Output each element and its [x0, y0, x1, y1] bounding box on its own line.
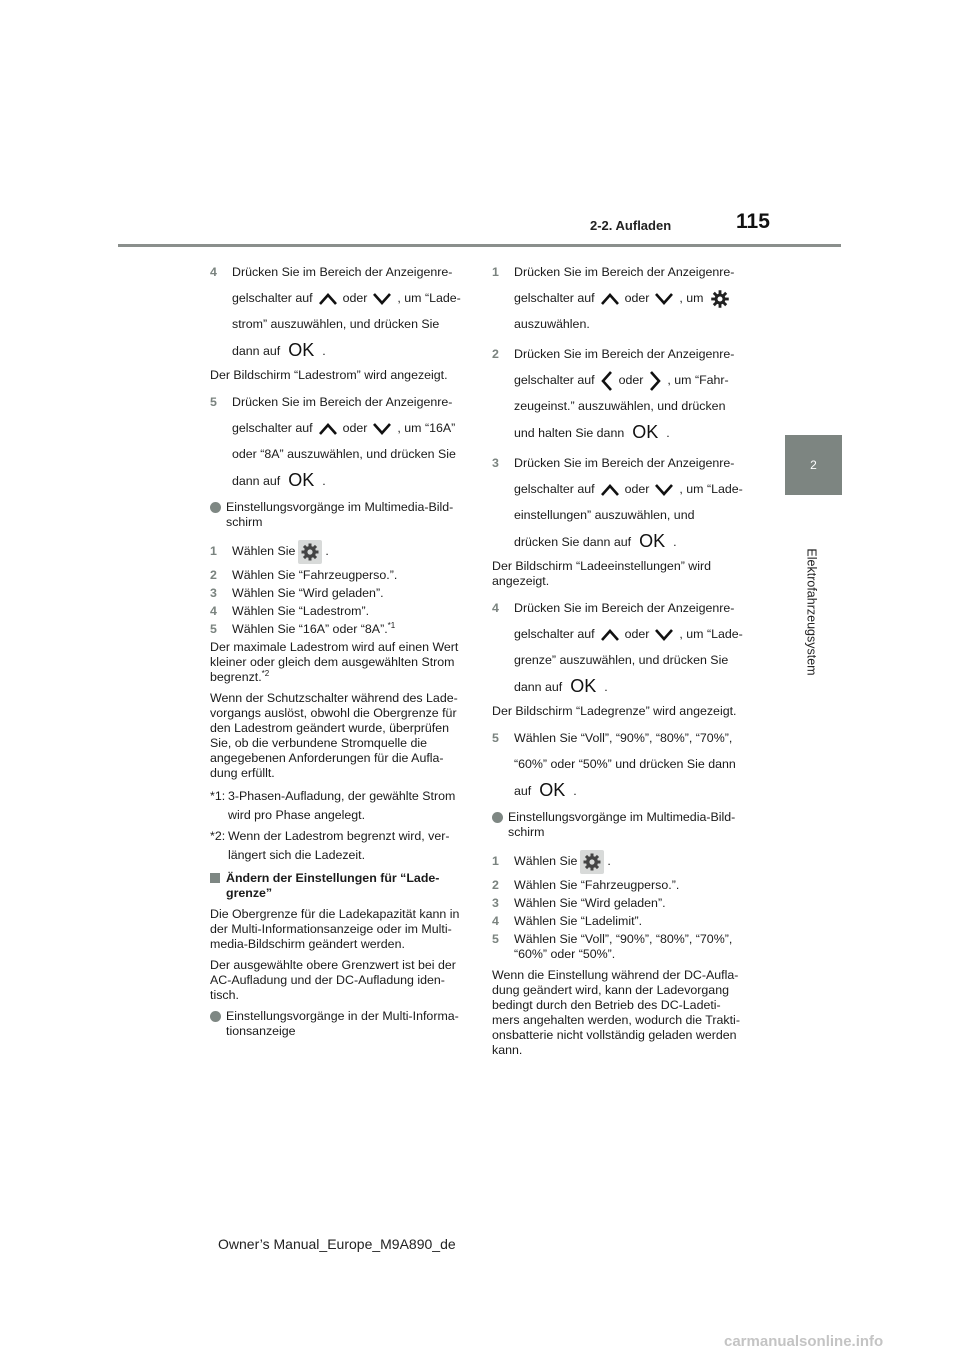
step-text: , um “Lade- — [679, 627, 743, 641]
footnote-ref: *2 — [261, 668, 270, 678]
paragraph — [210, 640, 466, 685]
step-number: 4 — [492, 601, 499, 615]
step-text: Drücken Sie im Bereich der Anzeigenre- — [514, 601, 735, 615]
step-2 — [492, 341, 748, 446]
chevron-right-icon — [649, 371, 661, 391]
header-rule — [118, 244, 841, 247]
bullet-item — [492, 810, 748, 840]
step-number: 4 — [210, 265, 217, 279]
ok-icon: OK — [539, 780, 566, 800]
footnote-ref: *1 — [387, 620, 396, 630]
bullet-dot — [210, 502, 221, 513]
chevron-left-icon — [601, 371, 613, 391]
step-number: 1 — [210, 544, 217, 558]
step-number: 2 — [492, 347, 499, 361]
bullet-item — [210, 500, 466, 530]
step-text: Wählen Sie “Ladelimit”. — [514, 914, 643, 928]
bullet-dot — [492, 812, 503, 823]
step-text: Drücken Sie im Bereich der Anzeigenre- — [514, 265, 735, 279]
ok-icon: OK — [632, 422, 659, 442]
step-text: Wählen Sie — [514, 854, 578, 868]
paragraph: Die Obergrenze für die Ladekapazität kann in der Multi-Informationsanzeige oder im Multi-media-Bildschirm geändert werden. — [210, 907, 460, 951]
step-text: oder — [624, 627, 650, 641]
chevron-up-icon — [601, 629, 619, 641]
paragraph: Wenn die Einstellung während der DC-Aufla-dung geändert wird, kann der Ladevorgang bedingt durch den Betrieb des DC-Ladeti-mers angehalten werden, wodurch die Trakti-onsbatterie nicht vollständig geladen werden kann. — [492, 968, 740, 1057]
chapter-tab: 2 — [785, 435, 842, 495]
subsection-heading — [210, 871, 466, 901]
step-number: 5 — [210, 622, 217, 636]
bullet-text: Einstellungsvorgänge im Multimedia-Bild-schirm — [226, 500, 454, 529]
step-text: Wählen Sie “Ladestrom”. — [232, 604, 370, 618]
paragraph: Der ausgewählte obere Grenzwert ist bei der AC-Aufladung und der DC-Aufladung iden-tisch. — [210, 958, 456, 1002]
chapter-label: Elektrofahrzeugsystem — [804, 548, 819, 676]
step-text: drücken Sie dann auf — [514, 535, 632, 549]
gear-icon — [710, 289, 730, 309]
bullet-text: Einstellungsvorgänge in der Multi-Informa-tionsanzeige — [226, 1009, 459, 1038]
step-text: gelschalter auf — [514, 627, 595, 641]
step-number: 4 — [210, 604, 217, 618]
step-text: Wählen Sie “Wird geladen”. — [232, 586, 384, 600]
chevron-up-icon — [601, 484, 619, 496]
chevron-down-icon — [373, 423, 391, 435]
watermark: carmanualsonline.info — [724, 1333, 884, 1350]
step-text: Wählen Sie “Fahrzeugperso.”. — [232, 568, 398, 582]
step-4 — [492, 595, 748, 700]
ok-icon: OK — [639, 531, 666, 551]
step-text: . — [604, 680, 608, 694]
step-text: Wählen Sie “Voll”, “90%”, “80%”, “70%”, — [514, 731, 733, 745]
step-text: Drücken Sie im Bereich der Anzeigenre- — [232, 395, 453, 409]
step-text: . — [607, 854, 611, 868]
step-1 — [210, 538, 466, 564]
step-text: , um “16A” — [397, 421, 456, 435]
chevron-down-icon — [655, 629, 673, 641]
footnote-mark: *1: — [210, 789, 226, 803]
step-number: 5 — [492, 932, 499, 946]
step-number: 3 — [492, 456, 499, 470]
bullet-item — [210, 1009, 466, 1039]
chevron-down-icon — [655, 293, 673, 305]
step-text: gelschalter auf — [514, 373, 595, 387]
step-text: zeugeinst.” auszuwählen, und drücken — [514, 399, 726, 413]
gear-icon — [298, 540, 322, 564]
footnote-text: wird pro Phase angelegt. — [228, 808, 366, 822]
step-text: oder — [618, 373, 644, 387]
step-text: . — [325, 544, 329, 558]
paragraph-text: Der maximale Ladestrom wird auf einen Wert kleiner oder gleich dem ausgewählten Strom begrenzt. — [210, 640, 459, 684]
bullet-dot — [210, 1011, 221, 1022]
footer-text: Owner’s Manual_Europe_M9A890_de — [218, 1236, 456, 1252]
step-2 — [210, 568, 466, 583]
step-text: dann auf — [232, 474, 281, 488]
left-column — [210, 259, 466, 1047]
step-text: , um “Fahr- — [667, 373, 729, 387]
footnote-text: längert sich die Ladezeit. — [228, 848, 366, 862]
step-text: Drücken Sie im Bereich der Anzeigenre- — [514, 347, 735, 361]
paragraph: Der Bildschirm “Ladestrom” wird angezeigt. — [210, 368, 448, 382]
step-text: dann auf — [514, 680, 563, 694]
step-number: 4 — [492, 914, 499, 928]
section-title: 2-2. Aufladen — [590, 218, 672, 233]
chevron-down-icon — [655, 484, 673, 496]
paragraph: Der Bildschirm “Ladeeinstellungen” wird angezeigt. — [492, 559, 711, 588]
chevron-up-icon — [319, 423, 337, 435]
step-text: . — [573, 784, 577, 798]
step-text: oder — [342, 421, 368, 435]
ok-icon: OK — [288, 470, 315, 490]
footnote-text: Wenn der Ladestrom begrenzt wird, ver- — [228, 829, 450, 843]
step-number: 2 — [210, 568, 217, 582]
step-text: Wählen Sie “16A” oder “8A”. — [232, 622, 388, 636]
step-number: 5 — [210, 395, 217, 409]
footnote-mark: *2: — [210, 829, 226, 843]
step-number: 1 — [492, 265, 499, 279]
step-text: gelschalter auf — [514, 291, 595, 305]
step-3 — [210, 586, 466, 601]
step-1 — [492, 259, 748, 337]
step-text: , um “Lade- — [679, 482, 743, 496]
step-4 — [210, 604, 466, 619]
ok-icon: OK — [288, 340, 315, 360]
step-number: 2 — [492, 878, 499, 892]
step-5 — [210, 622, 466, 637]
step-5 — [492, 725, 748, 804]
step-5 — [210, 389, 466, 494]
step-text: einstellungen” auszuwählen, und — [514, 508, 695, 522]
step-text: oder — [342, 291, 368, 305]
step-text: Drücken Sie im Bereich der Anzeigenre- — [232, 265, 453, 279]
footnote — [210, 787, 466, 825]
step-text: . — [322, 344, 326, 358]
step-2 — [492, 878, 748, 893]
footnote-text: 3-Phasen-Aufladung, der gewählte Strom — [228, 789, 456, 803]
right-column — [492, 259, 748, 1064]
step-3 — [492, 896, 748, 911]
step-text: Wählen Sie “Voll”, “90%”, “80%”, “70%”, “60%” oder “50%”. — [514, 932, 733, 961]
step-text: oder — [624, 291, 650, 305]
heading-square — [210, 873, 220, 883]
step-text: oder — [624, 482, 650, 496]
step-4 — [210, 259, 466, 364]
step-text: auf — [514, 784, 532, 798]
gear-icon — [580, 850, 604, 874]
step-text: “60%” oder “50%” und drücken Sie dann — [514, 757, 736, 771]
page-number: 115 — [736, 210, 770, 233]
step-text: Wählen Sie “Fahrzeugperso.”. — [514, 878, 680, 892]
step-text: grenze” auszuwählen, und drücken Sie — [514, 653, 729, 667]
step-text: strom” auszuwählen, und drücken Sie — [232, 317, 440, 331]
step-4 — [492, 914, 748, 929]
step-text: . — [666, 426, 670, 440]
chevron-up-icon — [319, 293, 337, 305]
step-number: 5 — [492, 731, 499, 745]
footnote — [210, 827, 466, 865]
step-number: 3 — [492, 896, 499, 910]
step-number: 3 — [210, 586, 217, 600]
step-text: auszuwählen. — [514, 317, 590, 331]
step-text: gelschalter auf — [232, 291, 313, 305]
step-3 — [492, 450, 748, 555]
step-text: dann auf — [232, 344, 281, 358]
ok-icon: OK — [570, 676, 597, 696]
chevron-up-icon — [601, 293, 619, 305]
step-text: Drücken Sie im Bereich der Anzeigenre- — [514, 456, 735, 470]
step-text: Wählen Sie — [232, 544, 296, 558]
bullet-text: Einstellungsvorgänge im Multimedia-Bild-schirm — [508, 810, 736, 839]
heading-text: Ändern der Einstellungen für “Lade-grenze” — [226, 871, 440, 900]
step-text: gelschalter auf — [232, 421, 313, 435]
step-text: oder “8A” auszuwählen, und drücken Sie — [232, 447, 456, 461]
step-text: . — [673, 535, 677, 549]
step-text: gelschalter auf — [514, 482, 595, 496]
step-5 — [492, 932, 748, 962]
step-text: . — [322, 474, 326, 488]
step-text: , um — [679, 291, 704, 305]
step-1 — [492, 848, 748, 874]
step-text: und halten Sie dann — [514, 426, 625, 440]
paragraph: Der Bildschirm “Ladegrenze” wird angezeigt. — [492, 704, 737, 718]
paragraph: Wenn der Schutzschalter während des Lade-vorgangs auslöst, obwohl die Obergrenze für den Ladestrom geändert wurde, überprüfen Sie, ob die verbundene Stromquelle die angegebenen Anforderungen für die Aufla-dung erfüllt. — [210, 691, 458, 780]
step-text: , um “Lade- — [397, 291, 461, 305]
step-number: 1 — [492, 854, 499, 868]
chevron-down-icon — [373, 293, 391, 305]
step-text: Wählen Sie “Wird geladen”. — [514, 896, 666, 910]
